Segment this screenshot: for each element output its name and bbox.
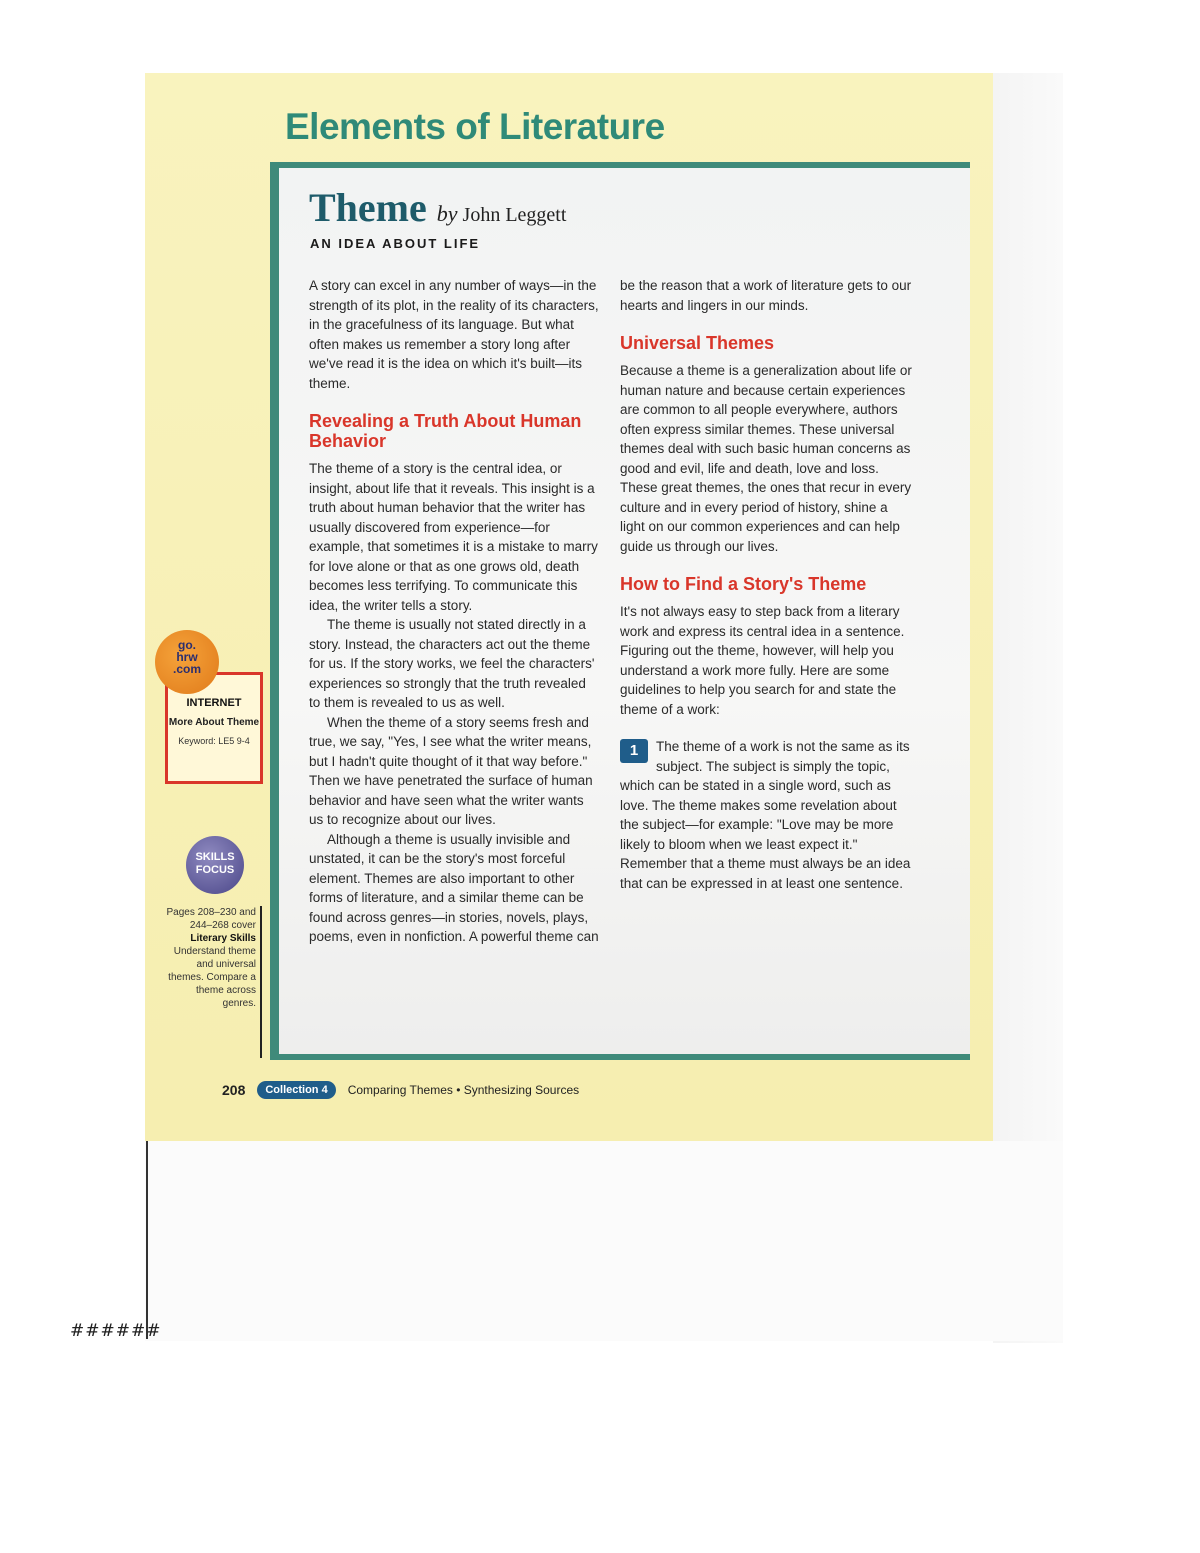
paragraph-theme-definition: The theme of a story is the central idea, or insight, about life that it reveals. This insight is a truth about human behavior that the writer has usually discovered from experience—for example, that sometimes it is a mistake to marry for love alone or that as one grows old, death becomes less terrifying. To communicate this idea, the writer tells a story. xyxy=(309,461,598,613)
collection-badge: Collection 4 xyxy=(257,1081,335,1099)
go-line-2: hrw xyxy=(176,650,198,664)
keyword-text: Keyword: LE5 9-4 xyxy=(178,736,250,746)
skills-focus-badge xyxy=(186,836,244,894)
article-title-text: Theme xyxy=(309,185,427,230)
guideline-1-text: The theme of a work is not the same as its subject. The subject is simply the topic, which can be stated in a single word, such as love. The theme makes some revelation about the subject—for example: "Love may be more likely to bloom when we least expect it." Remember that a theme must always be an idea that can be expressed in at least one sentence. xyxy=(620,739,911,891)
heading-universal-themes: Universal Themes xyxy=(620,333,775,353)
paragraph-forceful-element: Although a theme is usually invisible and unstated, it can be the story's most forceful element. Themes are also important to other forms of literature, and a similar theme can be found across genres—in stories, novels, plays, poems, even in nonfiction. A powerful theme can xyxy=(309,831,599,944)
paragraph-guidelines: It's not always easy to step back from a literary work and express its central idea in a sentence. Figuring out the theme, however, will help you understand a work more fully. Here are some guidelines to help you search for and state the theme of a work: xyxy=(620,604,905,717)
scan-blank-area xyxy=(145,1141,1063,1341)
author-name: John Leggett xyxy=(462,204,567,226)
internet-label: INTERNET xyxy=(186,697,242,709)
go-line-3: .com xyxy=(172,662,201,676)
paragraph-universal-themes: Because a theme is a generalization about life or human nature and because certain experiences are common to all people everywhere, authors often express similar themes. These universal themes deal with such basic human concerns as good and evil, life and death, love and loss. These great themes, the ones that recur in every culture and in every period of history, shine a light on our common experiences and can help guide us through our lives. xyxy=(620,363,912,554)
pages-covered: Pages 208–230 and 244–268 cover xyxy=(166,907,256,931)
heading-revealing-truth: Revealing a Truth About Human Behavior xyxy=(309,411,582,451)
literary-skills-label: Literary Skills xyxy=(190,933,256,944)
hash-marker: ###### xyxy=(70,1321,162,1341)
paragraph-theme-not-stated: The theme is usually not stated directly in a story. Instead, the characters act out the theme for us. If the story works, we feel the characters' experiences so strongly that the truth revealed to them is revealed to us as well. xyxy=(309,617,595,710)
skills-line-2: FOCUS xyxy=(195,864,235,876)
article-subtitle: AN IDEA ABOUT LIFE xyxy=(310,236,481,251)
go-hrw-logo xyxy=(155,630,219,694)
continuation-paragraph: be the reason that a work of literature gets to our hearts and lingers in our minds. xyxy=(620,278,912,313)
article-title xyxy=(309,184,566,231)
scan-edge-line xyxy=(146,1141,148,1339)
byline-by: by xyxy=(436,201,458,226)
footer-description: Comparing Themes • Synthesizing Sources xyxy=(347,1083,580,1097)
right-column xyxy=(620,276,912,893)
skills-line-1: SKILLS xyxy=(195,851,235,863)
intro-paragraph: A story can excel in any number of ways—in the strength of its plot, in the reality of its characters, in the gracefulness of its language. But what often makes us remember a story long after we've read it is the idea on which it's built—its theme. xyxy=(309,278,599,391)
skills-focus-text xyxy=(166,906,262,1058)
section-title: Elements of Literature xyxy=(285,106,665,147)
page-footer xyxy=(222,1081,579,1099)
heading-find-theme: How to Find a Story's Theme xyxy=(620,574,867,594)
more-about-theme: More About Theme xyxy=(168,717,260,728)
paragraph-fresh-theme: When the theme of a story seems fresh and true, we say, "Yes, I see what the writer means, but I hadn't quite thought of it that way before." Then we have penetrated the surface of human behavior and have seen what the writer wants us to recognize about our lives. xyxy=(309,714,593,827)
left-column xyxy=(309,276,599,947)
go-line-1: go. xyxy=(178,638,196,652)
page-number: 208 xyxy=(222,1082,246,1098)
skills-description: Understand theme and universal themes. Compare a theme across genres. xyxy=(168,946,256,1009)
guideline-1 xyxy=(620,737,912,893)
number-badge: 1 xyxy=(620,739,648,763)
byline xyxy=(436,201,567,226)
article-panel xyxy=(270,162,970,1060)
